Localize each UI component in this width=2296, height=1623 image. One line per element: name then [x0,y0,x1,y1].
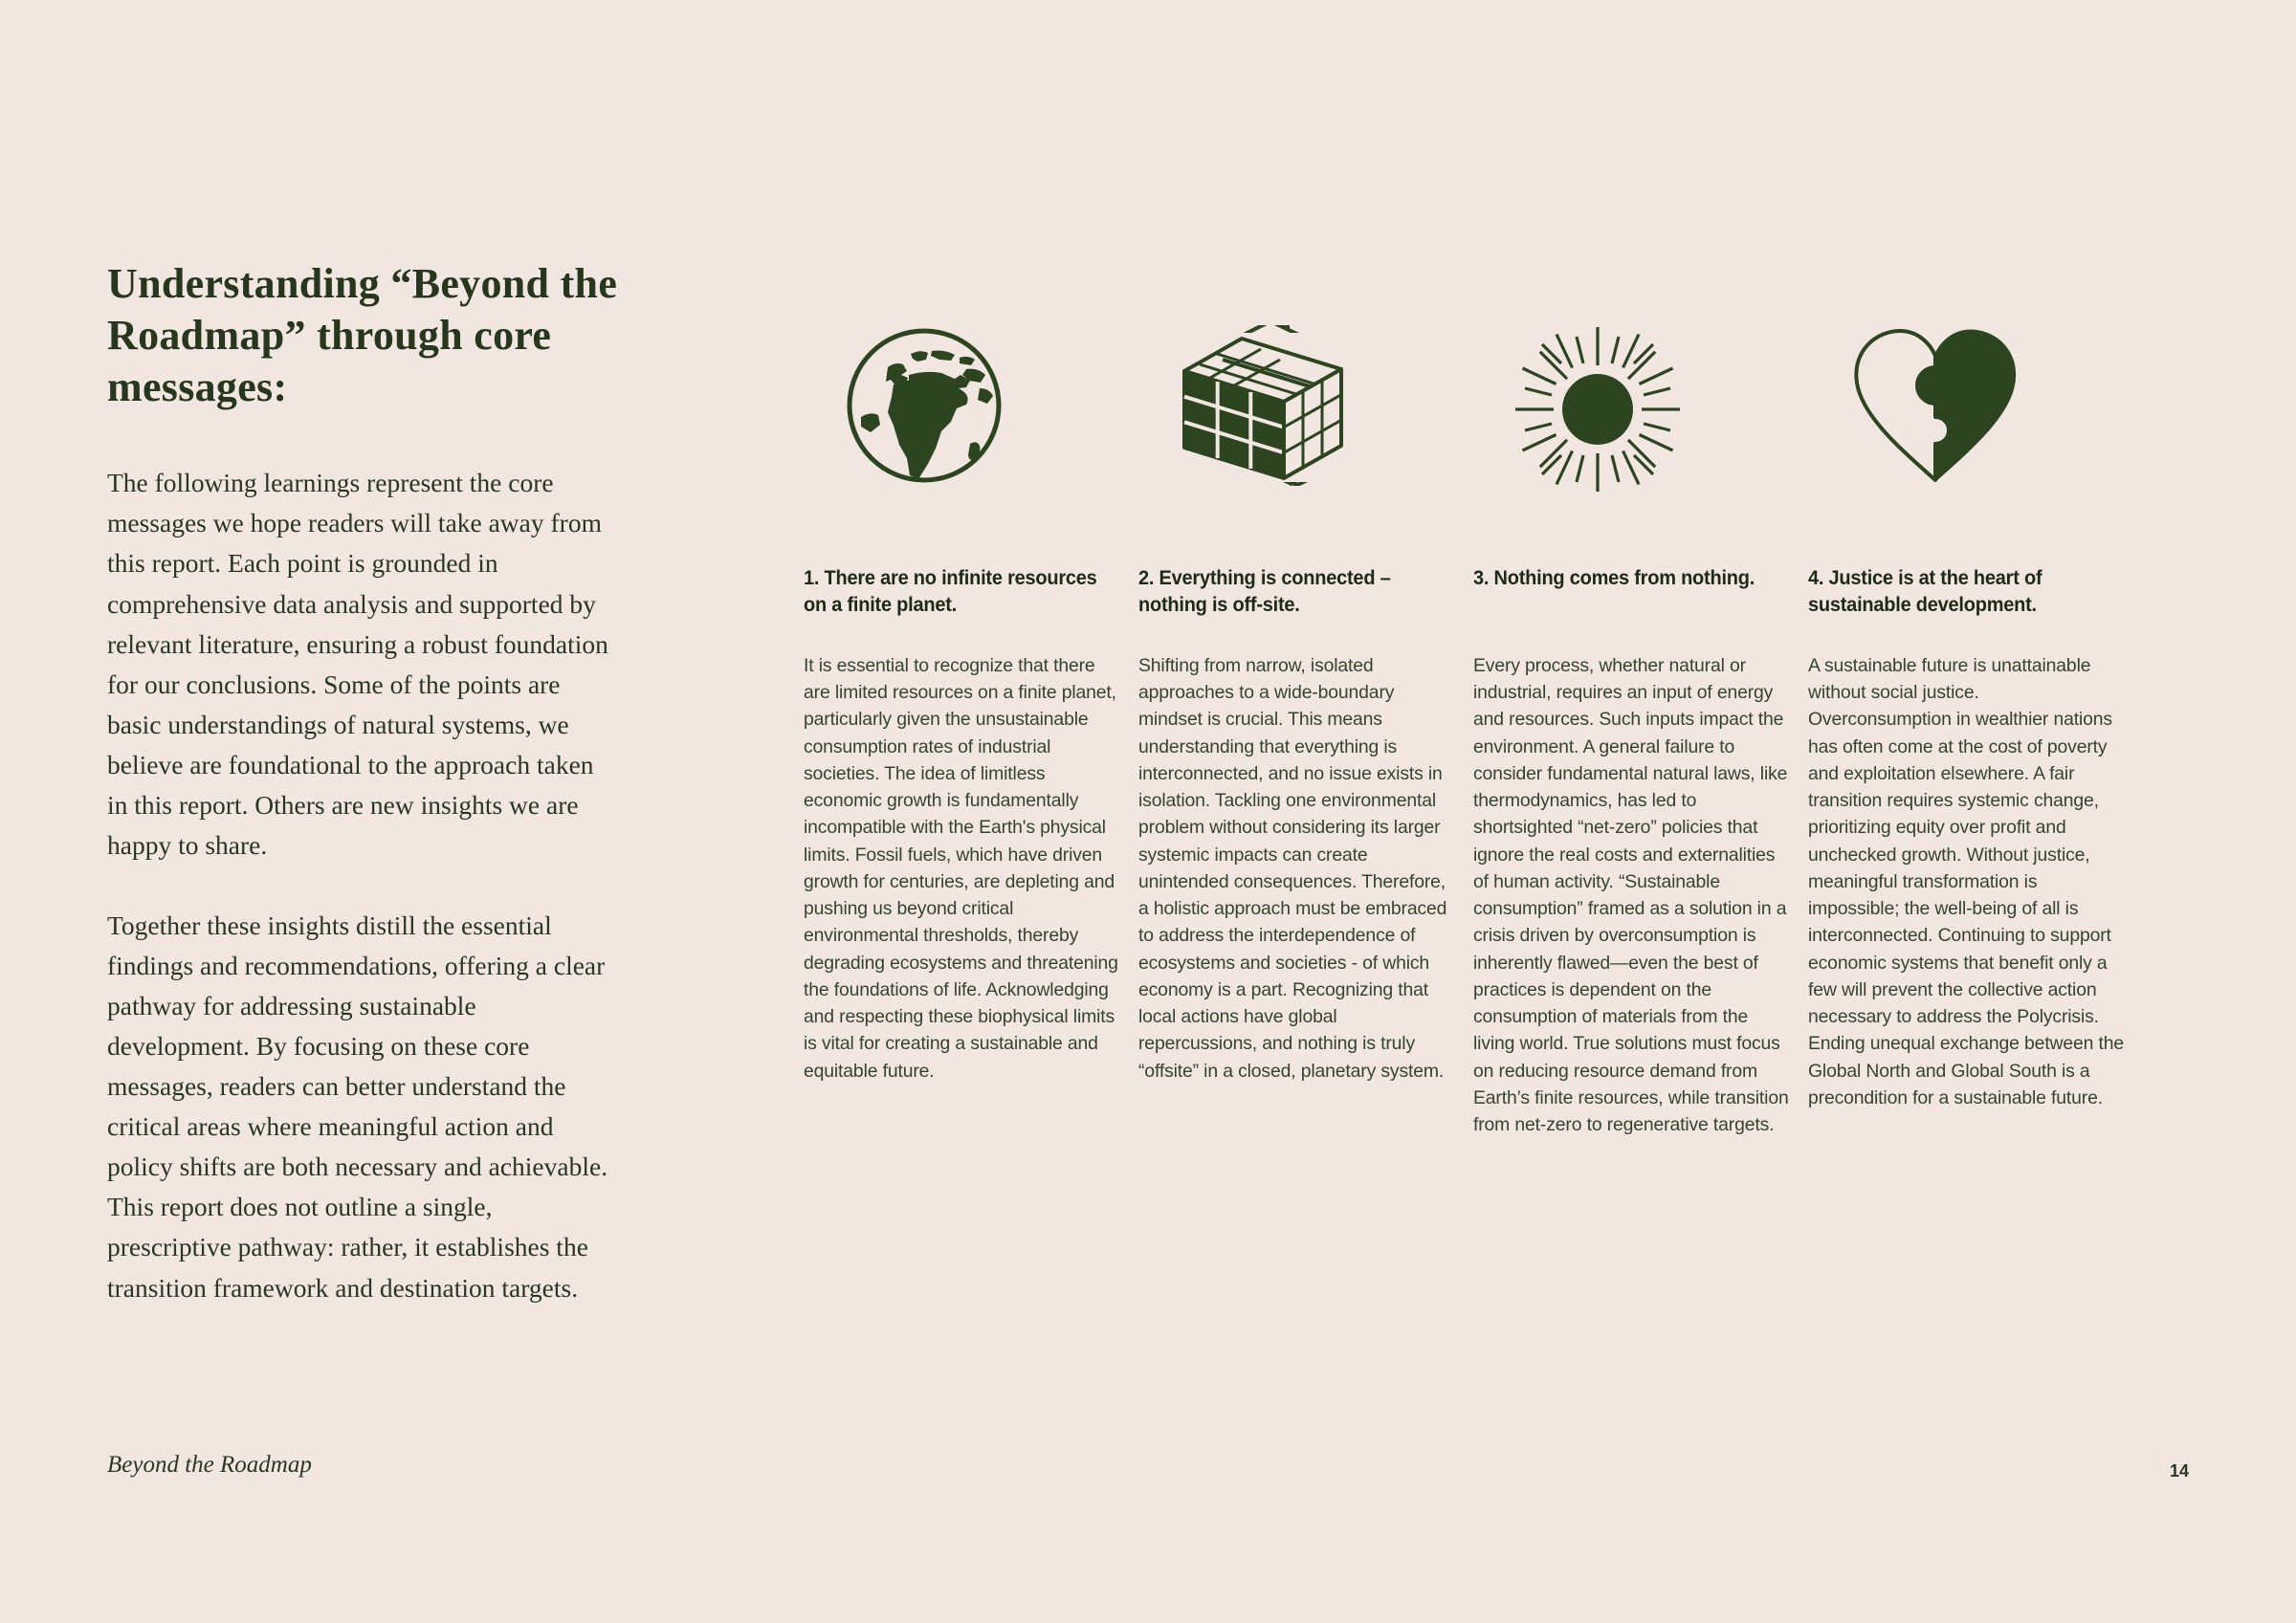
intro-paragraph-2: Together these insights distill the essential findings and recommendations, offering a clear pathway for addressing sustainable development. By focusing on these core messages, readers can better understand the critical areas where meaningful action and policy shifts are both necessary and achievable. This report does not outline a single, prescriptive pathway: rather, it establishes the transition framework and destination targets. [107,910,608,1303]
core-messages-grid [804,325,2191,1138]
core-message-card-1 [804,325,1119,1138]
globe-icon [804,325,1119,564]
core-message-heading-1: 1. There are no infinite resources on a finite planet. [804,566,1097,617]
heart-puzzle-icon [1808,325,2124,564]
sun-icon [1473,325,1789,564]
intro-paragraph-1: The following learnings represent the core messages we hope readers will take away from this report. Each point is grounded in comprehensive data analysis and supported by relevant literature, ensuring a robust foundation for our conclusions. Some of the points are basic understandings of natural systems, we believe are foundational to the approach taken in this report. Others are new insights we are happy to share. [107,468,608,860]
core-message-card-3 [1473,325,1789,1138]
footer-report-name: Beyond the Roadmap [107,1452,312,1478]
page-title: Understanding “Beyond the Roadmap” through core messages: [107,260,618,411]
core-message-heading-3: 3. Nothing comes from nothing. [1473,566,1755,589]
core-message-heading-4: 4. Justice is at the heart of sustainable development. [1808,566,2042,617]
cube-icon [1138,325,1454,564]
core-message-body-3: Every process, whether natural or industrial, requires an input of energy and resources. Such inputs impact the environment. A general failure to consider fundamental natural laws, like thermodynamics, has led to shortsighted “net-zero” policies that ignore the real costs and externalities of human activity. “Sustainable consumption” framed as a solution in a crisis driven by overconsumption is inherently flawed—even the best of practices is dependent on the consumption of materials from the living world. True solutions must focus on reducing resource demand from Earth’s finite resources, while transition from net-zero to regenerative targets. [1473,655,1789,1135]
page-number: 14 [2169,1461,2189,1480]
core-message-card-4 [1808,325,2124,1138]
core-message-body-1: It is essential to recognize that there are limited resources on a finite planet, particularly given the unsustainable consumption rates of industrial societies. The idea of limitless economic growth is fundamentally incompatible with the Earth's physical limits. Fossil fuels, which have driven growth for centuries, are depleting and pushing us beyond critical environmental thresholds, thereby degrading ecosystems and threatening the foundations of life. Acknowledging and respecting these biophysical limits is vital for creating a sustainable and equitable future. [804,655,1118,1082]
core-message-body-2: Shifting from narrow, isolated approaches to a wide-boundary mindset is crucial. This means understanding that everything is interconnected, and no issue exists in isolation. Tackling one environmental problem without considering its larger systemic impacts can create unintended consequences. Therefore, a holistic approach must be embraced to address the interdependence of ecosystems and societies - of which economy is a part. Recognizing that local actions have global repercussions, and nothing is truly “offsite” in a closed, planetary system. [1138,655,1447,1082]
intro-column [107,258,624,1308]
core-message-card-2 [1138,325,1454,1138]
core-message-heading-2: 2. Everything is connected – nothing is off-site. [1138,566,1391,617]
core-message-body-4: A sustainable future is unattainable without social justice. Overconsumption in wealthier nations has often come at the cost of poverty and exploitation elsewhere. A fair transition requires systemic change, prioritizing equity over profit and unchecked growth. Without justice, meaningful transformation is impossible; the well-being of all is interconnected. Continuing to support economic systems that benefit only a few will prevent the collective action necessary to address the Polycrisis. Ending unequal exchange between the Global North and Global South is a precondition for a sustainable future. [1808,655,2125,1108]
